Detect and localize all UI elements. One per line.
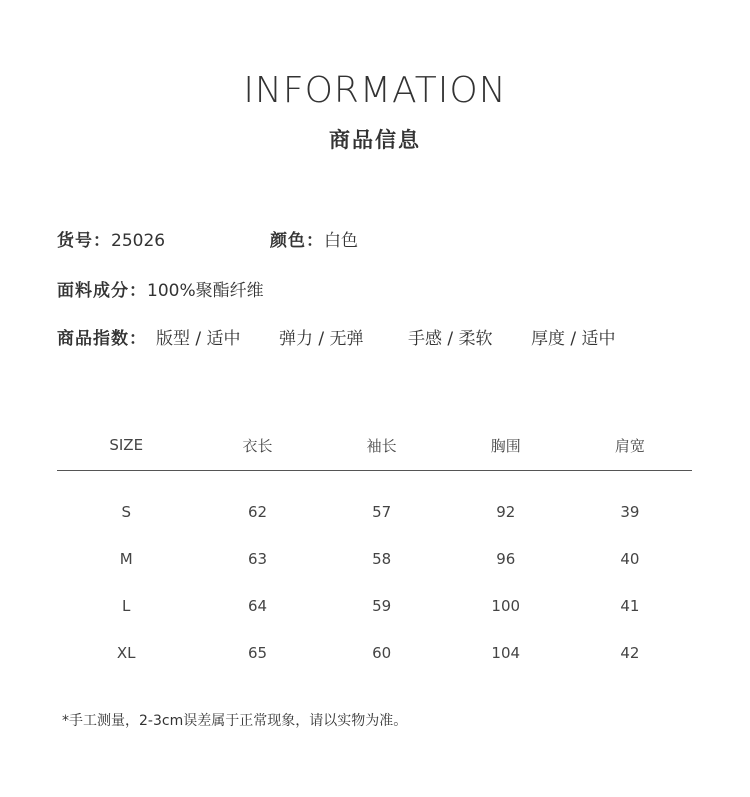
item-number-value: 25026 <box>111 231 166 251</box>
table-cell: 57 <box>372 502 392 521</box>
table-cell: M <box>119 549 133 568</box>
table-cell: 92 <box>496 502 516 521</box>
table-cell: 63 <box>247 549 268 568</box>
index-fit: 版型 / 适中 <box>156 329 241 349</box>
table-cell: 100 <box>491 596 521 615</box>
size-table <box>57 420 692 676</box>
header-sleeve: 袖长 <box>320 420 444 471</box>
index-label: 商品指数： <box>57 329 147 349</box>
fabric-value: 100%聚酯纤维 <box>147 281 264 301</box>
info-row-fabric <box>57 276 264 301</box>
table-cell: 42 <box>620 643 640 662</box>
color-value: 白色 <box>324 231 358 251</box>
fabric-label: 面料成分： <box>57 281 147 301</box>
index-stretch: 弹力 / 无弹 <box>279 329 364 349</box>
table-cell: 65 <box>247 643 268 662</box>
header-chest: 胸围 <box>444 420 568 471</box>
color-group <box>270 226 358 251</box>
table-cell: 104 <box>491 643 521 662</box>
table-row <box>57 629 692 676</box>
index-thickness: 厚度 / 适中 <box>531 329 616 349</box>
header-shoulder: 肩宽 <box>568 420 692 471</box>
title-english: INFORMATION <box>243 70 507 111</box>
table-cell: 39 <box>620 502 640 521</box>
table-row <box>57 535 692 582</box>
measurement-note: *手工测量，2-3cm误差属于正常现象，请以实物为准。 <box>62 713 408 729</box>
table-cell: 64 <box>247 596 268 615</box>
table-cell: 41 <box>620 596 640 615</box>
header-size: SIZE <box>57 420 195 471</box>
color-label: 颜色： <box>270 231 324 251</box>
size-table-header <box>57 420 692 471</box>
info-row-indices <box>57 324 616 349</box>
table-cell: 62 <box>247 502 268 521</box>
title-chinese: 商品信息 <box>329 128 421 152</box>
header-length: 衣长 <box>195 420 319 471</box>
table-cell: XL <box>116 643 136 662</box>
table-cell: 40 <box>620 549 640 568</box>
table-row <box>57 582 692 629</box>
table-cell: S <box>121 502 131 521</box>
info-row-item-color <box>57 226 358 251</box>
table-cell: L <box>122 596 131 615</box>
table-cell: 59 <box>372 596 392 615</box>
table-cell: 96 <box>496 549 516 568</box>
table-row <box>57 471 692 536</box>
table-cell: 58 <box>372 549 392 568</box>
table-cell: 60 <box>372 643 392 662</box>
item-number-label: 货号： <box>57 231 111 251</box>
index-feel: 手感 / 柔软 <box>408 329 493 349</box>
